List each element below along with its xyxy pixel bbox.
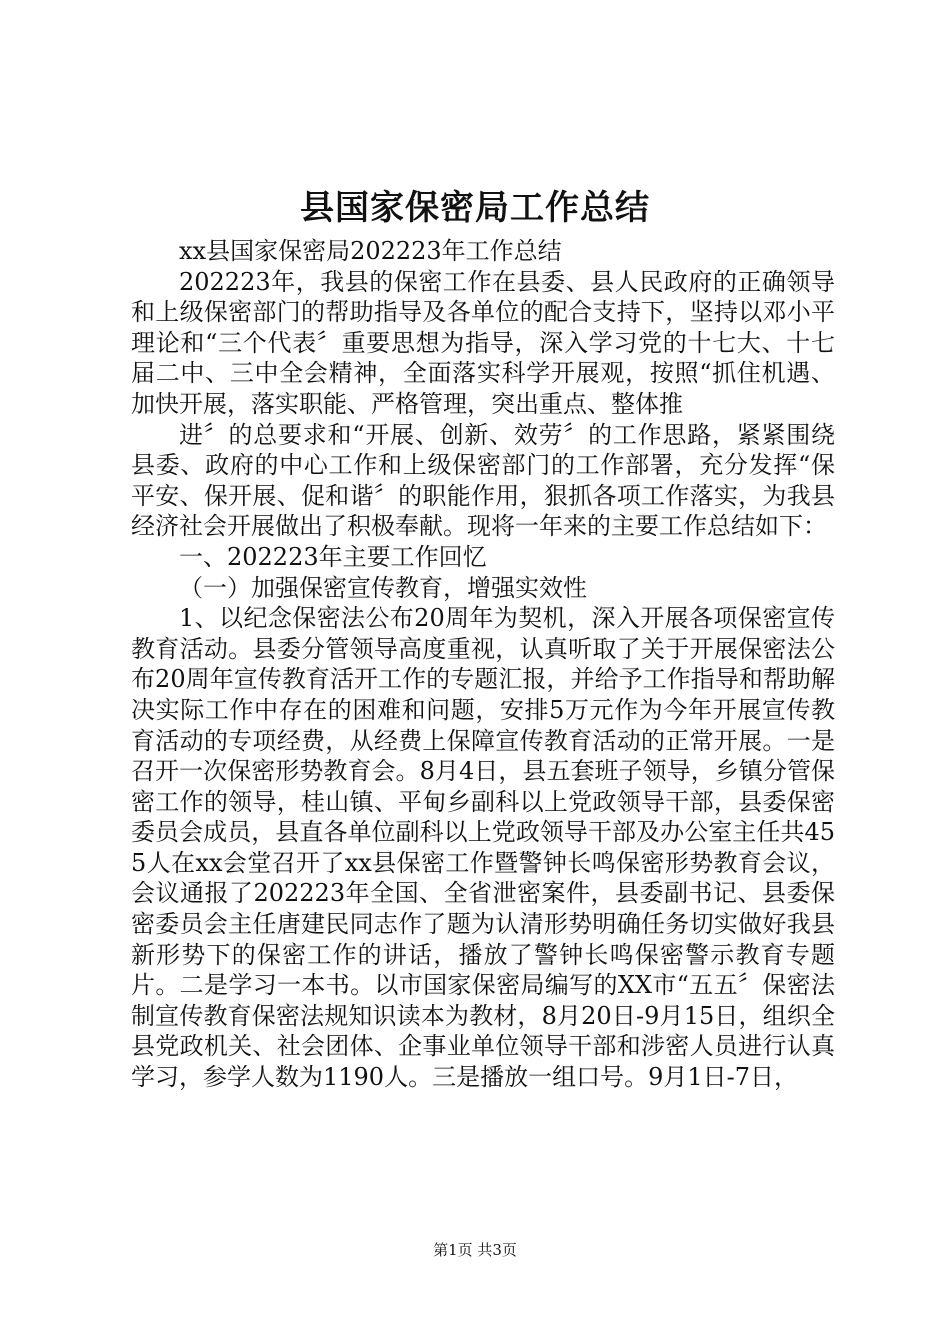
- subsection-heading: （一）加强保密宣传教育，增强实效性: [179, 573, 587, 602]
- document-body: [131, 236, 835, 1093]
- paragraph-intro: 202223年，我县的保密工作在县委、县人民政府的正确领导和上级保密部门的帮助指导及各单位的配合支持下，坚持以邓小平理论和“三个代表〞重要思想为指导，深入学习党的十七大、十七届二中、三中全会精神，全面落实科学开展观，按照“抓住机遇、加快开展，落实职能、严格管理，突出重点、整体推: [131, 267, 835, 418]
- page-number-footer: 第1页 共3页: [433, 1241, 517, 1259]
- document-subtitle: xx县国家保密局202223年工作总结: [179, 237, 562, 265]
- paragraph-intro-continued: 进〞的总要求和“开展、创新、效劳〞的工作思路，紧紧围绕县委、政府的中心工作和上级保密部门的工作部署，充分发挥“保平安、保开展、促和谐〞的职能作用，狠抓各项工作落实，为我县经济社会开展做出了积极奉献。现将一年来的主要工作总结如下：: [131, 420, 835, 541]
- document-title: 县国家保密局工作总结: [300, 188, 650, 228]
- section-heading: 一、202223年主要工作回忆: [179, 542, 487, 571]
- paragraph-item-1: 1、以纪念保密法公布20周年为契机，深入开展各项保密宣传教育活动。县委分管领导高度重视，认真听取了关于开展保密法公布20周年宣传教育活开工作的专题汇报，并给予工作指导和帮助解决实际工作中存在的困难和问题，安排5万元作为今年开展宣传教育活动的专项经费，从经费上保障宣传教育活动的正常开展。一是召开一次保密形势教育会。8月4日，县五套班子领导，乡镇分管保密工作的领导，桂山镇、平甸乡副科以上党政领导干部，县委保密委员会成员，县直各单位副科以上党政领导干部及办公室主任共455人在xx会堂召开了xx县保密工作暨警钟长鸣保密形势教育会议，会议通报了202223年全国、全省泄密案件，县委副书记、县委保密委员会主任唐建民同志作了题为认清形势明确任务切实做好我县新形势下的保密工作的讲话，播放了警钟长鸣保密警示教育专题片。二是学习一本书。以市国家保密局编写的XX市“五五〞保密法制宣传教育保密法规知识读本为教材，8月20日-9月15日，组织全县党政机关、社会团体、企事业单位领导干部和涉密人员进行认真学习，参学人数为1190人。三是播放一组口号。9月1日-7日，: [131, 604, 835, 1092]
